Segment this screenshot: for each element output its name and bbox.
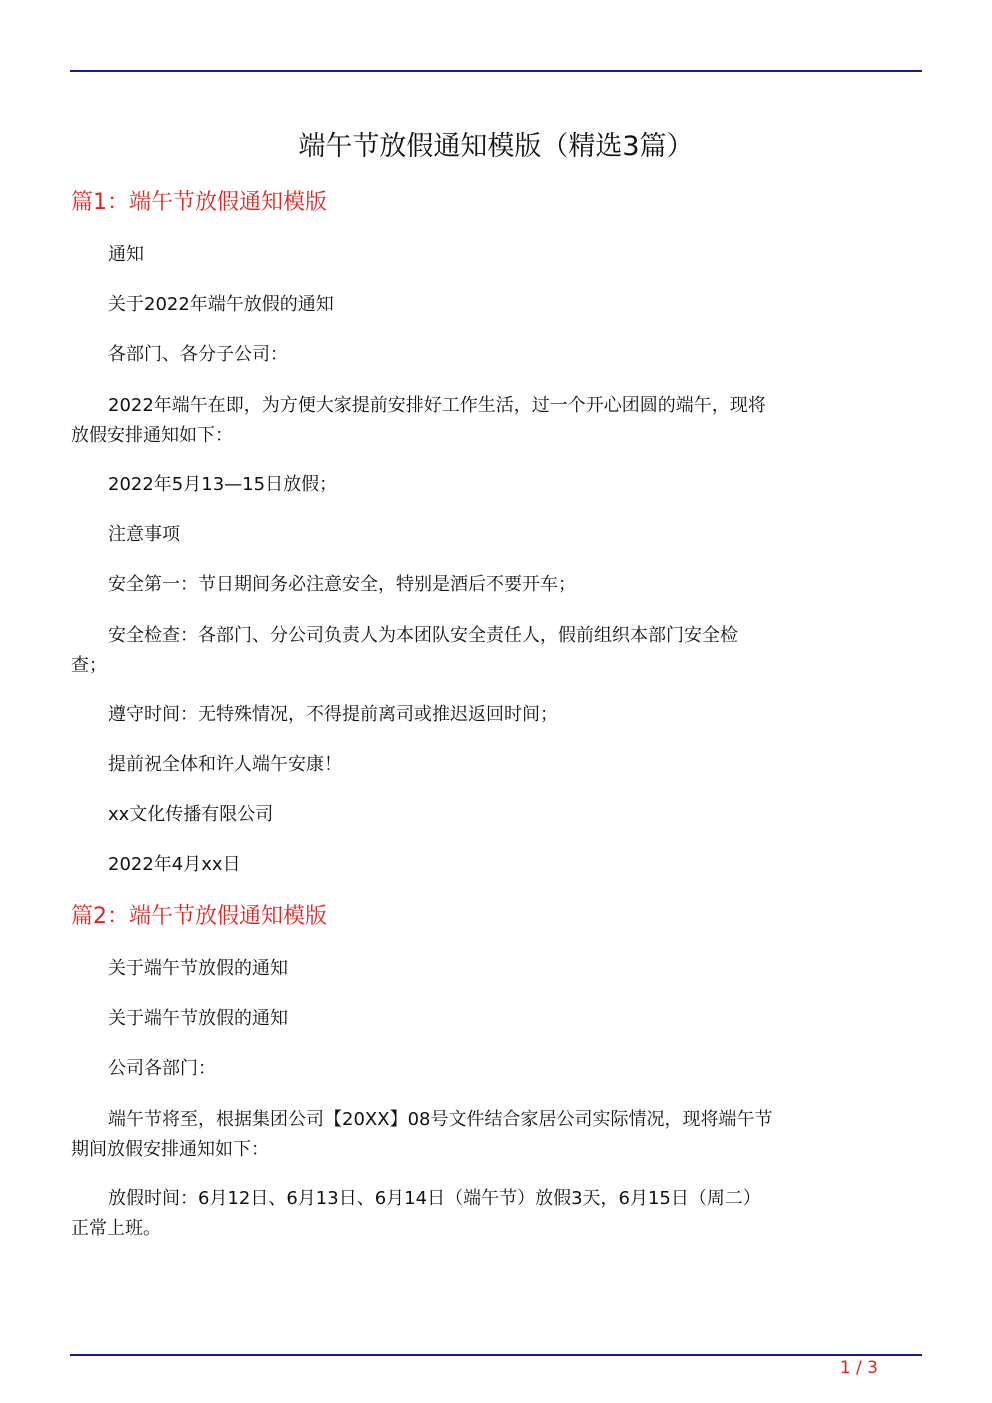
paragraph: 提前祝全体和许人端午安康！ <box>108 754 342 775</box>
paragraph: xx文化传播有限公司 <box>108 804 274 825</box>
paragraph: 通知 <box>108 244 144 265</box>
paragraph: 端午节将至，根据集团公司【20XX】08号文件结合家居公司实际情况，现将端午节期间放假安排通知如下： <box>71 1109 773 1160</box>
paragraph: 放假时间：6月12日、6月13日、6月14日（端午节）放假3天，6月15日（周二）正常上班。 <box>71 1188 761 1239</box>
paragraph: 遵守时间：无特殊情况，不得提前离司或推迟返回时间； <box>108 704 558 725</box>
section-heading-1: 篇1：端午节放假通知模版 <box>71 190 327 215</box>
page-number: 1 / 3 <box>839 1358 878 1378</box>
paragraph: 关于端午节放假的通知 <box>108 958 288 979</box>
paragraph: 各部门、各分子公司： <box>108 344 288 365</box>
paragraph: 安全检查：各部门、分公司负责人为本团队安全责任人，假前组织本部门安全检查； <box>71 625 738 676</box>
paragraph: 公司各部门： <box>108 1058 216 1079</box>
footer-rule <box>70 1354 922 1356</box>
paragraph: 安全第一：节日期间务必注意安全，特别是酒后不要开车； <box>108 574 576 595</box>
paragraph: 关于端午节放假的通知 <box>108 1008 288 1029</box>
paragraph: 关于2022年端午放假的通知 <box>108 294 334 315</box>
paragraph: 2022年端午在即，为方便大家提前安排好工作生活，过一个开心团圆的端午，现将放假安排通知如下： <box>71 395 766 446</box>
header-rule <box>70 70 922 72</box>
paragraph: 注意事项 <box>108 524 180 545</box>
paragraph: 2022年4月xx日 <box>108 854 241 875</box>
paragraph: 2022年5月13—15日放假； <box>108 474 338 495</box>
document-title: 端午节放假通知模版（精选3篇） <box>298 131 694 162</box>
section-heading-2: 篇2：端午节放假通知模版 <box>71 904 327 929</box>
